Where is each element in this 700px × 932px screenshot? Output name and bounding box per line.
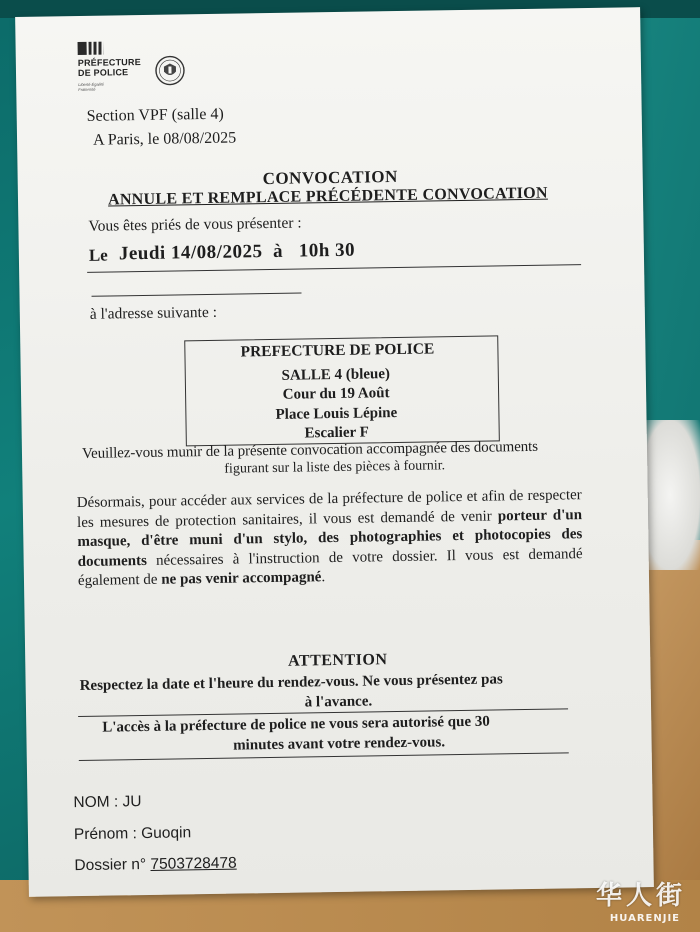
address-line-4: Place Louis Lépine <box>275 405 398 423</box>
attention-heading: ATTENTION <box>287 651 388 670</box>
prefecture-seal-icon <box>154 54 186 86</box>
prenom-field: Prénom : Guoqin <box>73 824 192 844</box>
address-line-5: Escalier F <box>304 424 369 442</box>
appointment-datetime: Jeudi 14/08/2025 à 10h 30 <box>118 239 356 265</box>
access-notice-line1: L'accès à la préfecture de police ne vous sera autorisé que 30 <box>102 713 490 736</box>
appointment-underline <box>87 264 581 273</box>
address-intro: à l'adresse suivante : <box>89 303 218 323</box>
document-subtitle: ANNULE ET REMPLACE PRÉCÉDENTE CONVOCATION <box>107 184 548 209</box>
white-object <box>640 420 700 570</box>
documents-reminder-line2: figurant sur la liste des pièces à fournir. <box>224 458 446 477</box>
respect-notice-line1: Respectez la date et l'heure du rendez-vous. Ne vous présentez pas <box>79 671 503 695</box>
nom-field: NOM : JU <box>73 793 142 812</box>
huarenjie-watermark: 华人街 HUARENJIE <box>595 881 686 924</box>
marianne-logo-icon <box>78 42 104 55</box>
prefecture-logo-text: PRÉFECTURE DE POLICE <box>77 56 141 78</box>
section-label: Section VPF (salle 4) <box>86 105 224 125</box>
document-title: CONVOCATION <box>262 166 398 189</box>
convocation-letter <box>15 7 654 897</box>
dossier-field: Dossier n° 7503728478 <box>74 854 237 875</box>
address-line-2: SALLE 4 (bleue) <box>281 366 391 384</box>
nom-value: JU <box>122 793 142 811</box>
address-line-3: Cour du 19 Août <box>282 385 390 403</box>
documents-reminder-line1: Veuillez-vous munir de la présente convocation accompagnée des documents <box>81 438 539 462</box>
respect-notice-line2: à l'avance. <box>304 693 373 711</box>
dossier-number: 7503728478 <box>150 854 237 873</box>
prenom-value: Guoqin <box>141 824 192 843</box>
issue-place-date: A Paris, le 08/08/2025 <box>92 129 237 149</box>
republic-motto: Liberté Égalité Fraternité <box>78 81 104 92</box>
access-notice-line2: minutes avant votre rendez-vous. <box>233 734 446 754</box>
instructions-paragraph: Désormais, pour accéder aux services de la préfecture de police et afin de respecter les mesures de protection sanitaires, il vous est demandé de venir porteur d'un masque, d'être muni d'un stylo, des photographies et photocopies des documents nécessaires à l'instruction de votre dossier. Il vous est demandé également de ne pas venir accompagné. <box>76 487 583 590</box>
invitation-text: Vous êtes priés de vous présenter : <box>88 214 302 235</box>
appointment-underline-short <box>92 292 302 296</box>
address-line-1: PREFECTURE DE POLICE <box>240 340 435 361</box>
appointment-le: Le <box>88 245 108 265</box>
